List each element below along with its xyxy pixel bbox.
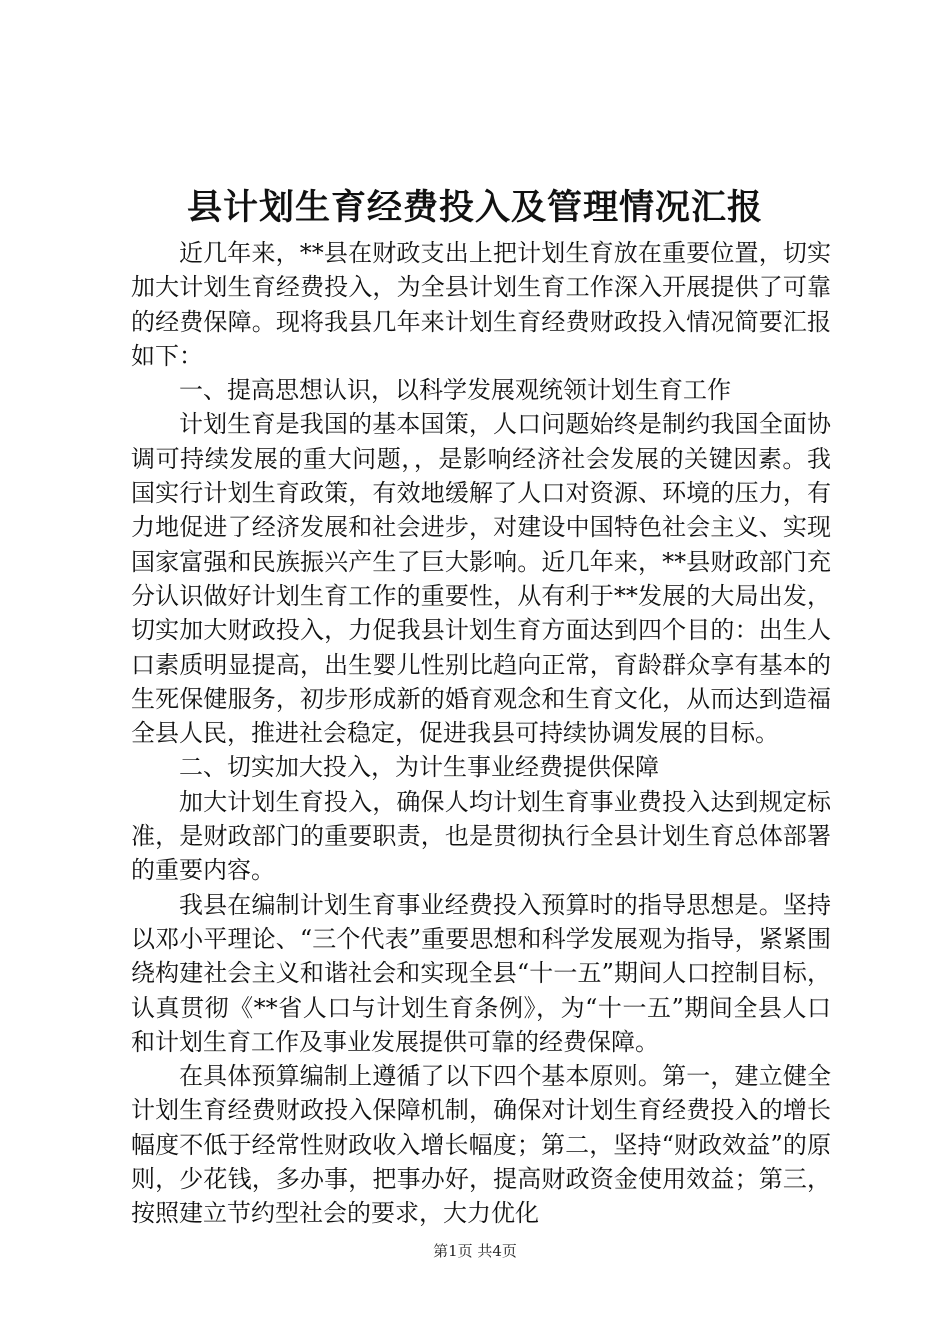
- section-1-paragraph: 计划生育是我国的基本国策，人口问题始终是制约我国全面协调可持续发展的重大问题，，是影响经济社会发展的关键因素。我国实行计划生育政策，有效地缓解了人口对资源、环境的压力，有力地促进了经济发展和社会进步，对建设中国特色社会主义、实现国家富强和民族振兴产生了巨大影响。近几年来，**县财政部门充分认识做好计划生育工作的重要性，从有利于**发展的大局出发，切实加大财政投入，力促我县计划生育方面达到四个目的：出生人口素质明显提高，出生婴儿性别比趋向正常，育龄群众享有基本的生死保健服务，初步形成新的婚育观念和生育文化，从而达到造福全县人民，推进社会稳定，促进我县可持续协调发展的目标。: [131, 410, 831, 748]
- section-heading-2: 二、切实加大投入，为计生事业经费提供保障: [179, 753, 659, 782]
- section-2-paragraph-3: 在具体预算编制上遵循了以下四个基本原则。第一，建立健全计划生育经费财政投入保障机制，确保对计划生育经费投入的增长幅度不低于经常性财政收入增长幅度；第二，坚持“财政效益”的原则，少花钱，多办事，把事办好，提高财政资金使用效益；第三，按照建立节约型社会的要求，大力优化: [131, 1062, 831, 1228]
- document-body: [131, 236, 831, 1231]
- intro-paragraph: 近几年来，**县在财政支出上把计划生育放在重要位置，切实加大计划生育经费投入，为全县计划生育工作深入开展提供了可靠的经费保障。现将我县几年来计划生育经费财政投入情况简要汇报如下：: [131, 239, 831, 370]
- page-footer: 第1页 共4页: [433, 1242, 517, 1260]
- section-heading-1: 一、提高思想认识，以科学发展观统领计划生育工作: [179, 376, 731, 405]
- document-title: 县计划生育经费投入及管理情况汇报: [186, 187, 763, 228]
- section-2-paragraph-2: 我县在编制计划生育事业经费投入预算时的指导思想是。坚持以邓小平理论、“三个代表”重要思想和科学发展观为指导，紧紧围绕构建社会主义和谐社会和实现全县“十一五”期间人口控制目标，认真贯彻《**省人口与计划生育条例》，为“十一五”期间全县人口和计划生育工作及事业发展提供可靠的经费保障。: [131, 890, 831, 1056]
- section-2-paragraph-1: 加大计划生育投入，确保人均计划生育事业费投入达到规定标准，是财政部门的重要职责，也是贯彻执行全县计划生育总体部署的重要内容。: [131, 787, 831, 885]
